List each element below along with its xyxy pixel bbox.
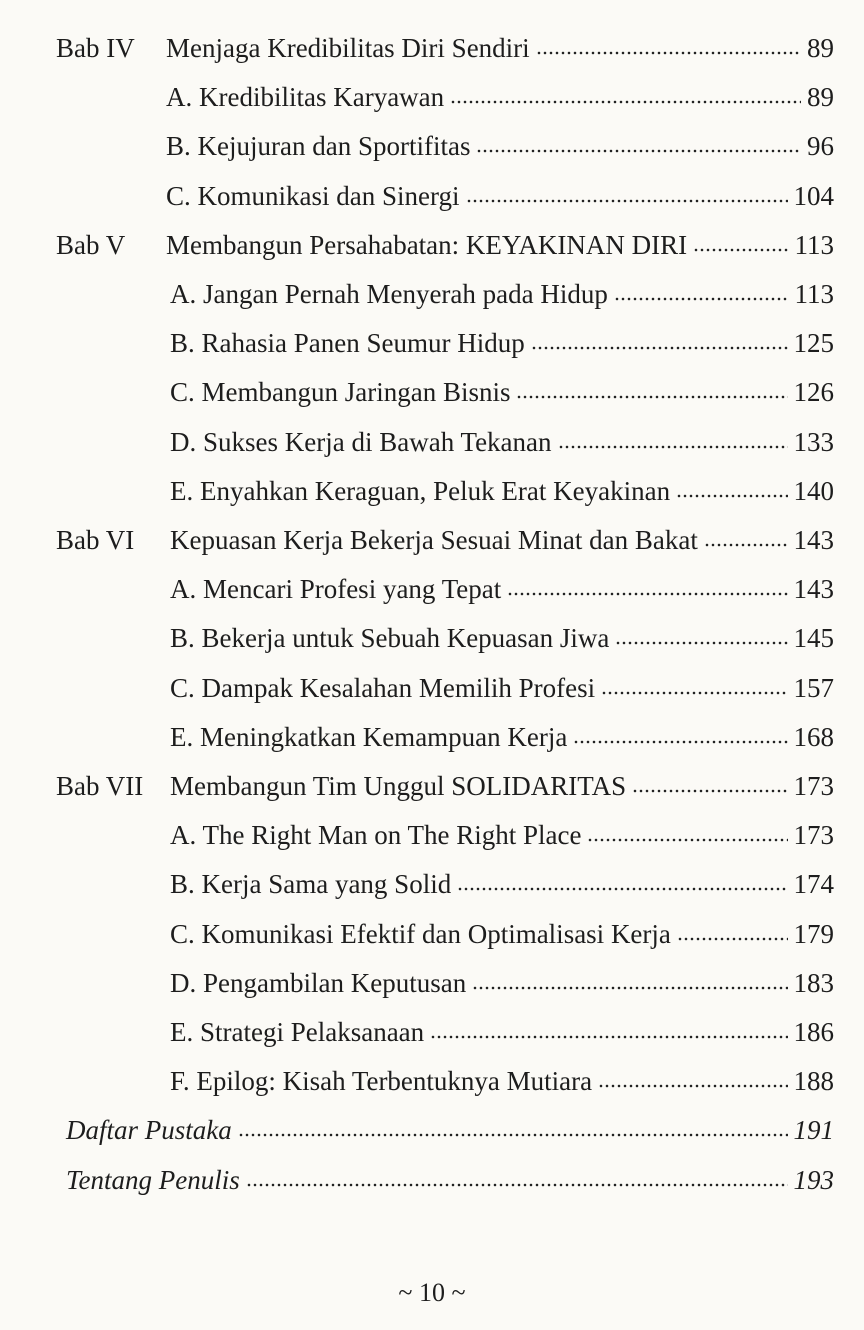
entry-title: Menjaga Kredibilitas Diri Sendiri xyxy=(166,33,530,63)
entry-title: C. Membangun Jaringan Bisnis xyxy=(170,377,511,408)
dot-leader xyxy=(472,985,787,991)
section-entry[interactable] xyxy=(170,368,834,408)
dot-leader xyxy=(516,394,787,400)
section-entry[interactable] xyxy=(170,1057,834,1097)
chapter-entry[interactable] xyxy=(166,221,834,261)
dot-leader xyxy=(614,296,789,302)
entry-page-number: 168 xyxy=(793,721,834,752)
dot-leader xyxy=(598,1083,787,1089)
chapter-number: Bab VII xyxy=(56,771,144,801)
entry-title: Membangun Persahabatan: KEYAKINAN DIRI xyxy=(166,229,688,260)
dot-leader xyxy=(632,788,787,794)
entry-title: D. Pengambilan Keputusan xyxy=(170,967,467,998)
chapter-entry[interactable] xyxy=(170,762,834,802)
entry-title: A. Mencari Profesi yang Tepat xyxy=(170,574,502,605)
section-entry[interactable] xyxy=(170,319,834,359)
entry-title: Daftar Pustaka xyxy=(66,1115,232,1146)
section-entry[interactable] xyxy=(170,959,834,999)
entry-page-number: 188 xyxy=(793,1066,834,1097)
section-entry[interactable] xyxy=(170,418,834,458)
section-entry[interactable] xyxy=(170,1008,834,1048)
dot-leader xyxy=(531,345,788,351)
entry-page-number: 113 xyxy=(794,279,834,309)
entry-page-number: 113 xyxy=(794,229,834,260)
entry-page-number: 143 xyxy=(793,574,834,605)
entry-page-number: 140 xyxy=(793,475,834,506)
dot-leader xyxy=(704,542,788,548)
entry-title: D. Sukses Kerja di Bawah Tekanan xyxy=(170,426,552,457)
entry-title: Membangun Tim Unggul SOLIDARITAS xyxy=(170,771,627,801)
dot-leader xyxy=(693,247,788,253)
dot-leader xyxy=(450,99,801,105)
dot-leader xyxy=(430,1034,787,1040)
entry-page-number: 191 xyxy=(793,1115,834,1146)
entry-page-number: 89 xyxy=(807,33,834,63)
entry-title: Kepuasan Kerja Bekerja Sesuai Minat dan Bakat xyxy=(170,525,698,555)
entry-title: E. Strategi Pelaksanaan xyxy=(170,1017,425,1047)
entry-page-number: 179 xyxy=(793,918,834,949)
entry-title: B. Rahasia Panen Seumur Hidup xyxy=(170,328,525,359)
entry-title: Tentang Penulis xyxy=(66,1164,240,1195)
chapter-entry[interactable] xyxy=(166,24,834,64)
back-matter-entry[interactable] xyxy=(66,1106,834,1146)
page-number: ~ 10 ~ xyxy=(398,1278,466,1307)
entry-title: A. Jangan Pernah Menyerah pada Hidup xyxy=(170,279,608,309)
section-entry[interactable] xyxy=(170,811,834,851)
entry-page-number: 125 xyxy=(793,328,834,359)
section-entry[interactable] xyxy=(166,122,834,162)
dot-leader xyxy=(677,936,788,942)
chapter-number: Bab VI xyxy=(56,525,135,555)
dot-leader xyxy=(587,837,787,843)
section-entry[interactable] xyxy=(170,713,834,753)
entry-title: C. Dampak Kesalahan Memilih Profesi xyxy=(170,672,596,703)
entry-page-number: 174 xyxy=(793,869,834,900)
entry-title: E. Meningkatkan Kemampuan Kerja xyxy=(170,721,568,752)
section-entry[interactable] xyxy=(166,172,834,212)
dot-leader xyxy=(246,1182,788,1188)
entry-title: B. Kerja Sama yang Solid xyxy=(170,869,452,900)
entry-page-number: 157 xyxy=(793,672,834,703)
section-entry[interactable] xyxy=(170,664,834,704)
dot-leader xyxy=(536,50,801,56)
entry-page-number: 186 xyxy=(793,1017,834,1047)
section-entry[interactable] xyxy=(170,467,834,507)
entry-title: A. Kredibilitas Karyawan xyxy=(166,82,445,113)
section-entry[interactable] xyxy=(166,73,834,113)
entry-page-number: 183 xyxy=(793,967,834,998)
dot-leader xyxy=(601,690,787,696)
section-entry[interactable] xyxy=(170,270,834,310)
dot-leader xyxy=(457,886,787,892)
entry-title: F. Epilog: Kisah Terbentuknya Mutiara xyxy=(170,1066,593,1097)
dot-leader xyxy=(476,148,801,154)
section-entry[interactable] xyxy=(170,614,834,654)
entry-page-number: 193 xyxy=(793,1164,834,1195)
entry-title: B. Bekerja untuk Sebuah Kepuasan Jiwa xyxy=(170,623,610,654)
chapter-number: Bab IV xyxy=(56,33,135,63)
section-entry[interactable] xyxy=(170,910,834,950)
entry-page-number: 173 xyxy=(793,771,834,801)
chapter-entry[interactable] xyxy=(170,516,834,556)
entry-page-number: 173 xyxy=(793,820,834,851)
entry-title: C. Komunikasi dan Sinergi xyxy=(166,180,460,211)
entry-title: B. Kejujuran dan Sportifitas xyxy=(166,131,471,162)
entry-page-number: 145 xyxy=(793,623,834,654)
entry-title: A. The Right Man on The Right Place xyxy=(170,820,582,851)
entry-page-number: 133 xyxy=(793,426,834,457)
dot-leader xyxy=(238,1132,788,1138)
dot-leader xyxy=(676,493,787,499)
section-entry[interactable] xyxy=(170,860,834,900)
entry-page-number: 89 xyxy=(807,82,834,113)
dot-leader xyxy=(558,444,788,450)
entry-page-number: 126 xyxy=(793,377,834,408)
dot-leader xyxy=(507,591,787,597)
section-entry[interactable] xyxy=(170,565,834,605)
back-matter-entry[interactable] xyxy=(66,1156,834,1196)
entry-page-number: 96 xyxy=(807,131,834,162)
entry-page-number: 104 xyxy=(793,180,834,211)
dot-leader xyxy=(466,198,788,204)
dot-leader xyxy=(573,739,787,745)
entry-page-number: 143 xyxy=(793,525,834,555)
dot-leader xyxy=(615,640,787,646)
entry-title: C. Komunikasi Efektif dan Optimalisasi Kerja xyxy=(170,918,671,949)
chapter-number: Bab V xyxy=(56,229,126,260)
entry-title: E. Enyahkan Keraguan, Peluk Erat Keyakinan xyxy=(170,475,671,506)
